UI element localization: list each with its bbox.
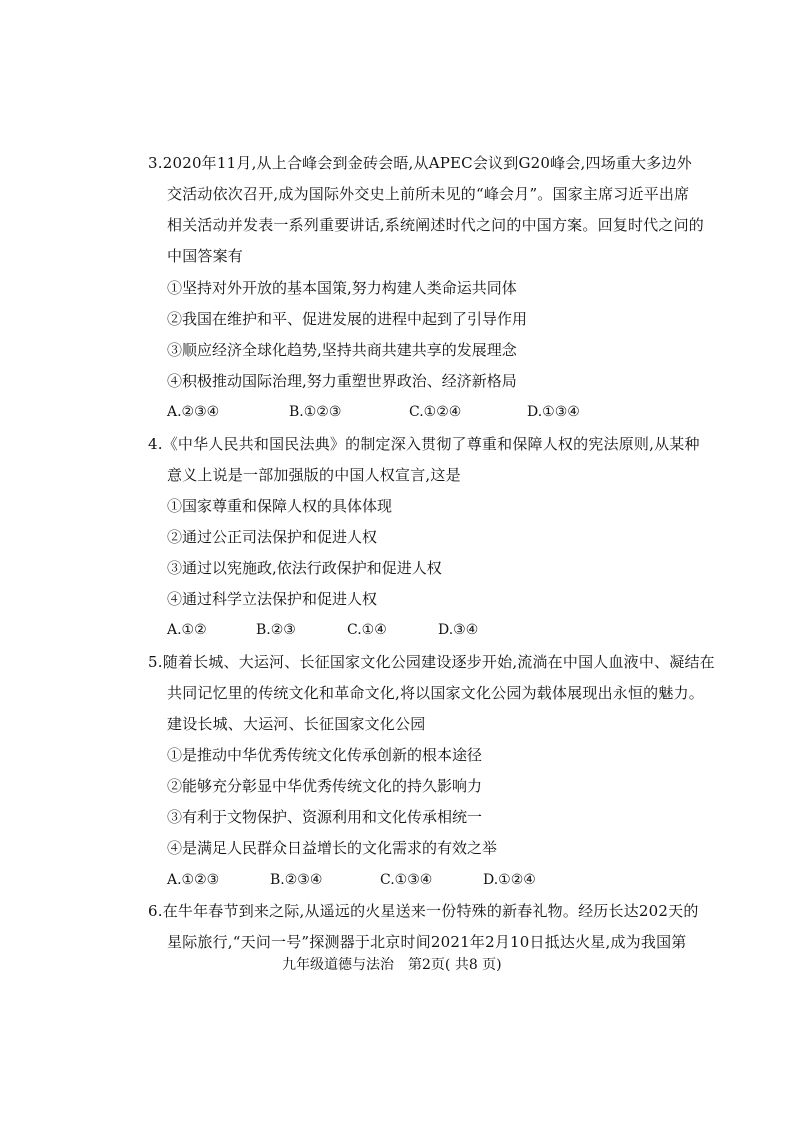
- question-3-choice-d: D.①③④: [527, 404, 580, 420]
- question-4-choice-d: D.③④: [438, 622, 479, 638]
- question-5-choice-b: B.②③④: [270, 872, 323, 888]
- question-5-line-2: 共同记忆里的传统文化和革命文化,将以国家文化公园为载体展现出永恒的魅力。: [167, 684, 704, 702]
- question-4-choice-c: C.①④: [347, 622, 387, 638]
- question-3-choice-b: B.①②③: [289, 404, 342, 420]
- question-3-option-1: ①坚持对外开放的基本国策,努力构建人类命运共同体: [167, 279, 517, 297]
- question-3-line-2: 交活动依次召开,成为国际外交史上前所未见的“峰会月”。国家主席习近平出席: [167, 185, 690, 203]
- question-5-line-3: 建设长城、大运河、长征国家文化公园: [167, 715, 426, 733]
- question-4-option-1: ①国家尊重和保障人权的具体体现: [167, 497, 393, 515]
- question-5-line-1: 5.随着长城、大运河、长征国家文化公园建设逐步开始,流淌在中国人血液中、凝结在: [148, 653, 715, 671]
- question-5-option-4: ④是满足人民群众日益增长的文化需求的有效之举: [167, 839, 498, 857]
- question-3-option-4: ④积极推动国际治理,努力重塑世界政治、经济新格局: [167, 372, 517, 390]
- question-3-choice-a: A.②③④: [167, 404, 220, 420]
- question-4-line-1: 4.《中华人民共和国民法典》的制定深入贯彻了尊重和保障人权的宪法原则,从某种: [148, 435, 700, 453]
- question-5-option-3: ③有利于文物保护、资源利用和文化传承相统一: [167, 808, 483, 826]
- question-4-option-4: ④通过科学立法保护和促进人权: [167, 590, 378, 608]
- question-3-line-4: 中国答案有: [167, 247, 244, 265]
- page-footer: 九年级道德与法治 第2页( 共8 页): [282, 957, 502, 973]
- question-5-choice-d: D.①②④: [483, 872, 536, 888]
- question-4-choice-a: A.①②: [167, 622, 207, 638]
- question-3-choice-c: C.①②④: [409, 404, 462, 420]
- question-3-line-1: 3.2020年11月,从上合峰会到金砖会晤,从APEC会议到G20峰会,四场重大多边外: [148, 154, 692, 172]
- question-3-option-2: ②我国在维护和平、促进发展的进程中起到了引导作用: [167, 310, 528, 328]
- question-3-option-3: ③顺应经济全球化趋势,坚持共商共建共享的发展理念: [167, 341, 517, 359]
- question-3-line-3: 相关活动并发表一系列重要讲话,系统阐述时代之问的中国方案。回复时代之问的: [167, 216, 704, 234]
- question-4-choice-b: B.②③: [256, 622, 296, 638]
- question-4-option-3: ③通过以宪施政,依法行政保护和促进人权: [167, 559, 442, 577]
- question-6-line-1: 6.在牛年春节到来之际,从遥远的火星送来一份特殊的新春礼物。经历长达202天的: [148, 902, 699, 920]
- question-4-line-2: 意义上说是一部加强版的中国人权宣言,这是: [167, 466, 461, 484]
- question-5-option-2: ②能够充分彰显中华优秀传统文化的持久影响力: [167, 777, 483, 795]
- question-5-choice-a: A.①②③: [167, 872, 220, 888]
- question-6-line-2: 星际旅行,“天问一号”探测器于北京时间2021年2月10日抵达火星,成为我国第: [167, 933, 687, 951]
- question-5-option-1: ①是推动中华优秀传统文化传承创新的根本途径: [167, 746, 483, 764]
- question-4-option-2: ②通过公正司法保护和促进人权: [167, 528, 378, 546]
- question-5-choice-c: C.①③④: [380, 872, 433, 888]
